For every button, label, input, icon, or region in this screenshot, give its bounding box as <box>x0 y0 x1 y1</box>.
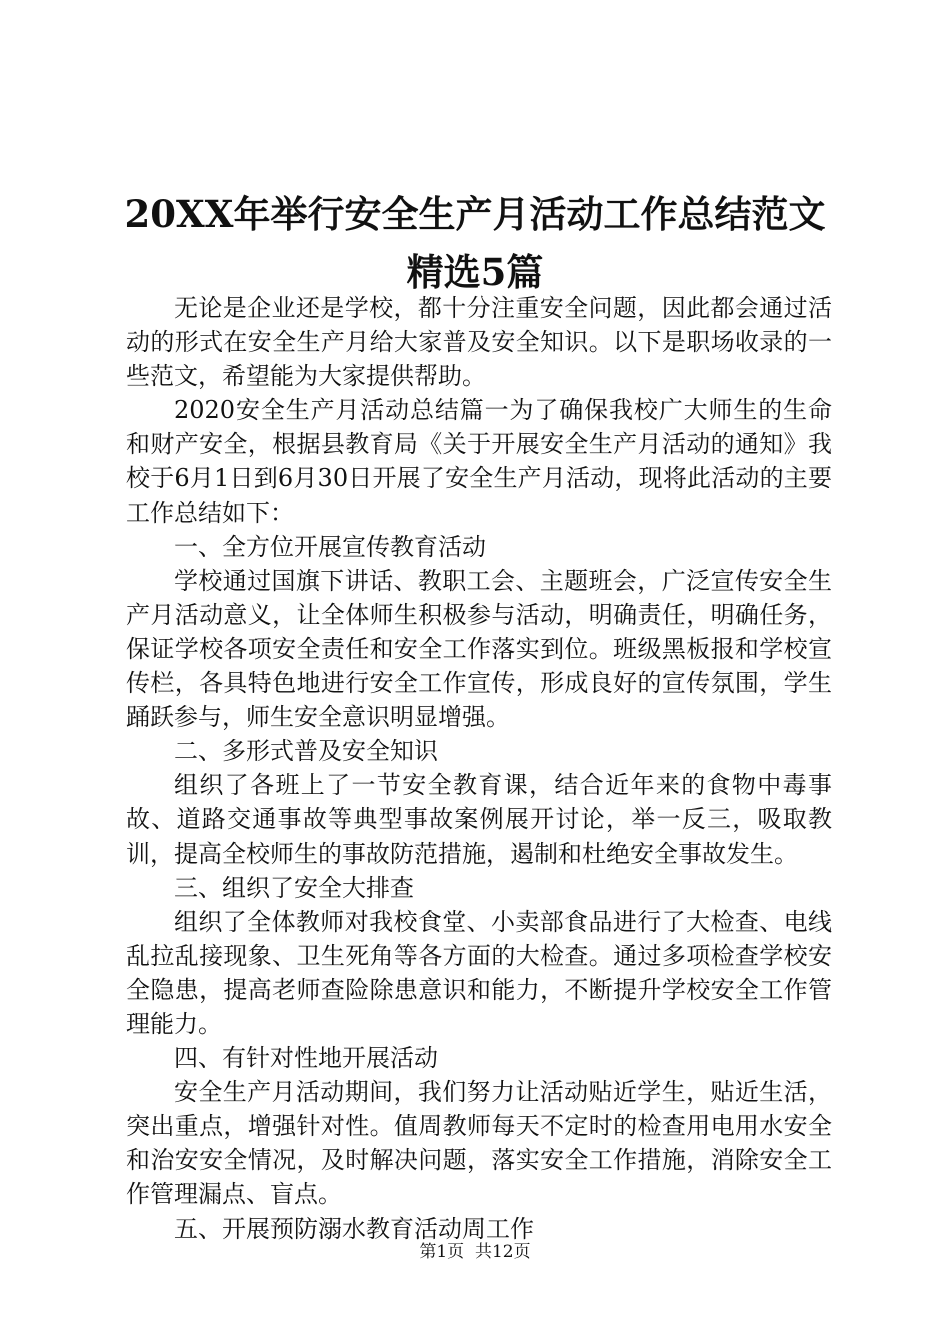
section-heading-5: 五、开展预防溺水教育活动周工作 <box>174 1214 534 1243</box>
paragraph-section-2: 组织了各班上了一节安全教育课，结合近年来的食物中毒事故、道路交通事故等典型事故案例展开讨论，举一反三，吸取教训，提高全校师生的事故防范措施，遏制和杜绝安全事故发生。 <box>126 771 832 868</box>
page-number: 第1页 共12页 <box>419 1242 531 1262</box>
paragraph-section-3: 组织了全体教师对我校食堂、小卖部食品进行了大检查、电线乱拉乱接现象、卫生死角等各方面的大检查。通过多项检查学校安全隐患，提高老师查险除患意识和能力，不断提升学校安全工作管理能力。 <box>126 907 832 1038</box>
paragraph-section-4: 安全生产月活动期间，我们努力让活动贴近学生，贴近生活，突出重点，增强针对性。值周教师每天不定时的检查用电用水安全和治安安全情况，及时解决问题，落实安全工作措施，消除安全工作管理漏点、盲点。 <box>126 1078 832 1209</box>
paragraph-summary-intro: 2020安全生产月活动总结篇一为了确保我校广大师生的生命和财产安全，根据县教育局《关于开展安全生产月活动的通知》我校于6月1日到6月30日开展了安全生产月活动，现将此活动的主要工作总结如下： <box>126 396 832 527</box>
paragraph-intro: 无论是企业还是学校，都十分注重安全问题，因此都会通过活动的形式在安全生产月给大家普及安全知识。以下是职场收录的一些范文，希望能为大家提供帮助。 <box>126 294 832 391</box>
section-heading-2: 二、多形式普及安全知识 <box>174 737 438 766</box>
section-heading-1: 一、全方位开展宣传教育活动 <box>174 532 486 561</box>
paragraph-section-1: 学校通过国旗下讲话、教职工会、主题班会，广泛宣传安全生产月活动意义，让全体师生积极参与活动，明确责任，明确任务，保证学校各项安全责任和安全工作落实到位。班级黑板报和学校宣传栏，各具特色地进行安全工作宣传，形成良好的宣传氛围，学生踊跃参与，师生安全意识明显增强。 <box>126 566 832 732</box>
section-heading-4: 四、有针对性地开展活动 <box>174 1044 438 1073</box>
section-heading-3: 三、组织了安全大排查 <box>174 873 414 902</box>
page-footer <box>0 1240 950 1264</box>
document-body <box>126 291 832 1246</box>
document-title: 20XX年举行安全生产月活动工作总结范文精选5篇 <box>124 191 826 294</box>
